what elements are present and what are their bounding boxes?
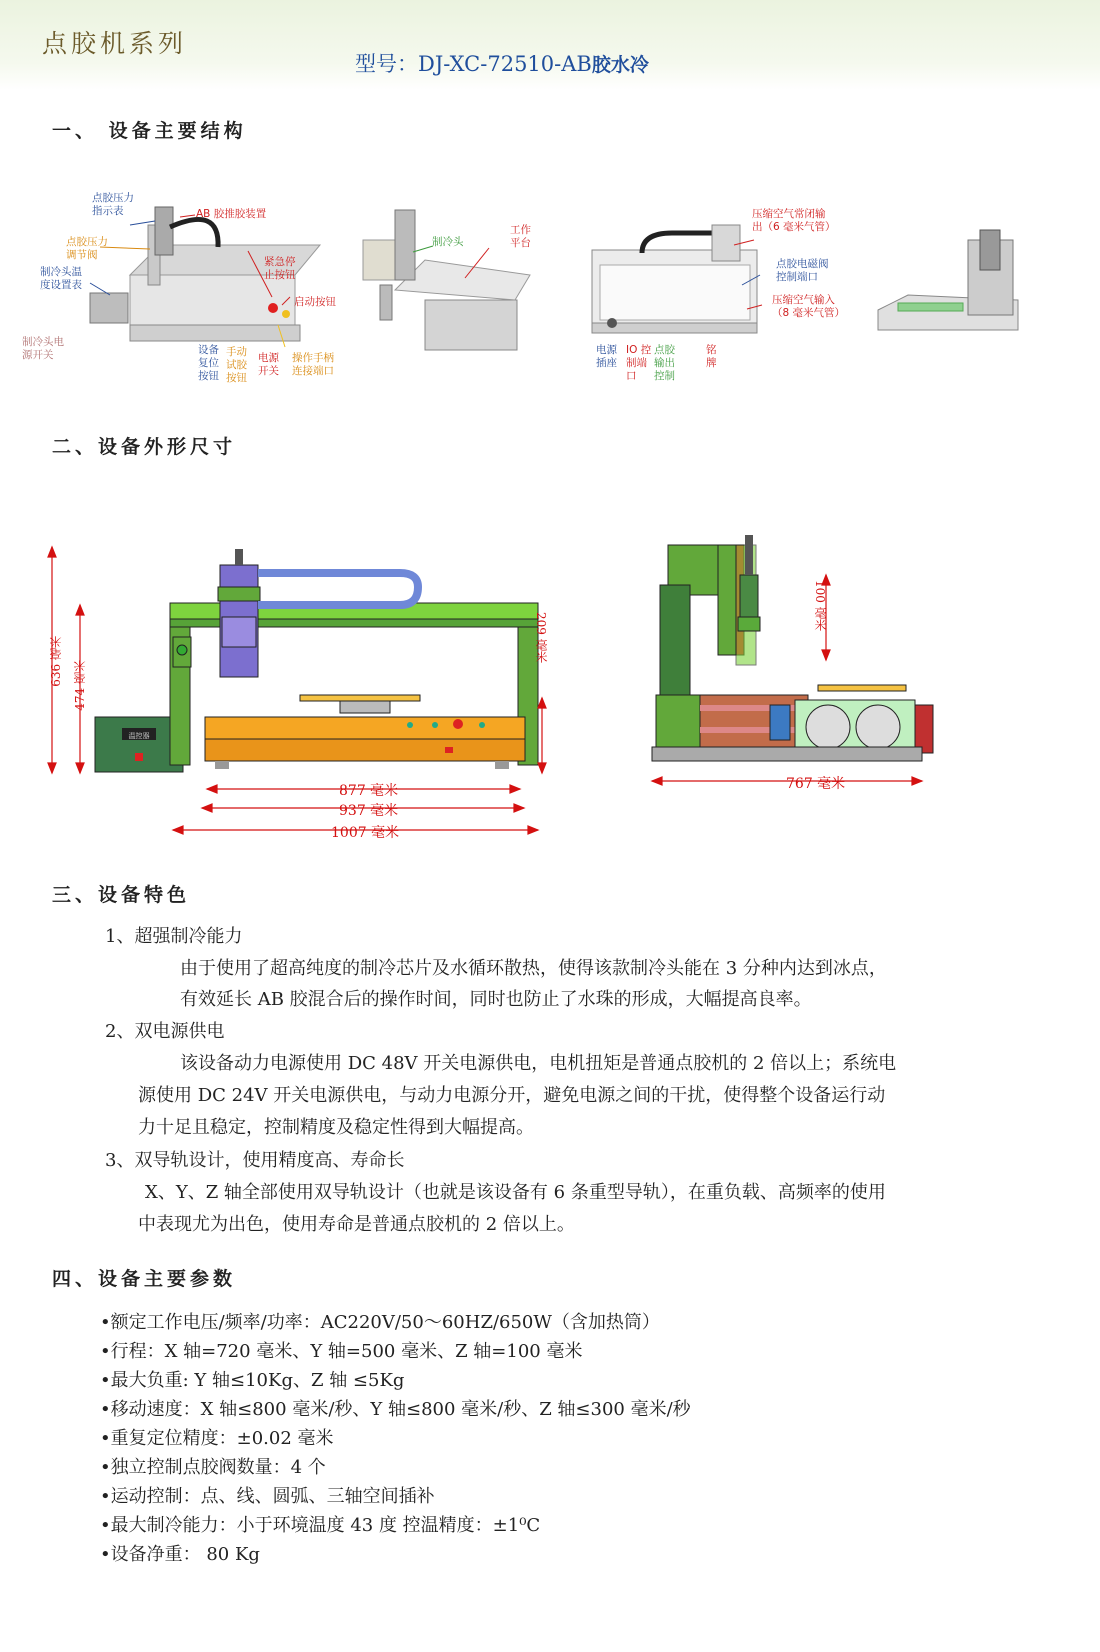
feature-3-line1: X、Y、Z 轴全部使用双导轨设计（也就是该设备有 6 条重型导轨），在重负载、高频率的使用 — [145, 1182, 886, 1203]
param-item: •重复定位精度：±0.02 毫米 — [100, 1428, 334, 1449]
label-reset: 设备 复位 按钮 — [198, 344, 219, 382]
dim-474: 474 毫米 — [73, 660, 87, 711]
dim-636: 636 毫米 — [49, 636, 63, 687]
param-item: •移动速度：X 轴≤800 毫米/秒、Y 轴≤800 毫米/秒、Z 轴≤300 毫米/秒 — [100, 1399, 691, 1420]
label-start: 启动按钮 — [294, 296, 336, 308]
feature-1-title: 1、超强制冷能力 — [105, 926, 243, 947]
label-manual: 手动 试胶 按钮 — [226, 346, 247, 384]
param-item: •最大负重: Y 轴≤10Kg、Z 轴 ≤5Kg — [100, 1370, 405, 1391]
label-io-port: IO 控 制端 口 — [626, 344, 652, 382]
feature-1-line1: 由于使用了超高纯度的制冷芯片及水循环散热，使得该款制冷头能在 3 分种内达到冰点， — [180, 958, 887, 979]
param-item: •独立控制点胶阀数量：4 个 — [100, 1457, 326, 1478]
label-valve-port: 点胶电磁阀 控制端口 — [776, 258, 829, 283]
dim-877: 877 毫米 — [339, 783, 399, 799]
model-title — [355, 48, 649, 78]
feature-2-line1: 该设备动力电源使用 DC 48V 开关电源供电，电机扭矩是普通点胶机的 2 倍以上；系统电 — [180, 1053, 897, 1074]
param-item: •额定工作电压/频率/功率：AC220V/50～60HZ/650W（含加热筒） — [100, 1312, 660, 1333]
param-item: •行程：X 轴=720 毫米、Y 轴=500 毫米、Z 轴=100 毫米 — [100, 1341, 583, 1362]
label-cool-temp: 制冷头温 度设置表 — [40, 266, 82, 291]
param-item: •运动控制：点、线、圆弧、三轴空间插补 — [100, 1486, 435, 1507]
feature-3-line2: 中表现尤为出色，使用寿命是普通点胶机的 2 倍以上。 — [138, 1214, 575, 1235]
feature-1-line2: 有效延长 AB 胶混合后的操作时间，同时也防止了水珠的形成，大幅提高良率。 — [180, 989, 812, 1010]
param-item: •最大制冷能力：小于环境温度 43 度 控温精度：±1⁰C — [100, 1515, 541, 1536]
feature-3-title: 3、双导轨设计，使用精度高、寿命长 — [105, 1150, 405, 1171]
label-work-table: 工作 平台 — [510, 224, 531, 249]
section-title-dimensions: 二、设备外形尺寸 — [52, 436, 237, 458]
feature-2-line3: 力十足且稳定，控制精度及稳定性得到大幅提高。 — [138, 1117, 534, 1138]
dim-937: 937 毫米 — [339, 803, 399, 819]
section-title-structure: 一、 设备主要结构 — [52, 120, 247, 142]
section-title-features: 三、设备特色 — [52, 884, 191, 906]
label-handle-port: 操作手柄 连接端口 — [292, 352, 334, 377]
series-title: 点胶机系列 — [42, 29, 188, 58]
dimension-drawing-front — [40, 535, 580, 850]
dim-1007: 1007 毫米 — [331, 825, 400, 841]
machine-photo-angle — [868, 225, 1028, 350]
label-estop: 紧急停 止按钮 — [264, 256, 296, 281]
label-power-socket: 电源 插座 — [596, 344, 617, 369]
label-ab-push: AB 胶推胶装置 — [196, 208, 267, 220]
control-box-label: 温控器 — [128, 732, 150, 740]
dim-767: 767 毫米 — [786, 776, 846, 792]
model-suffix: 胶水冷 — [591, 54, 649, 76]
label-gauge-indicator: 点胶压力 指示表 — [92, 192, 134, 217]
label-air-in: 压缩空气输入 （8 毫米气管） — [772, 294, 846, 319]
label-glue-out: 点胶 输出 控制 — [654, 344, 675, 382]
feature-2-title: 2、双电源供电 — [105, 1021, 225, 1042]
label-cool-head: 制冷头 — [432, 236, 464, 248]
label-cool-power: 制冷头电 源开关 — [22, 336, 64, 361]
label-gauge-adjust: 点胶压力 调节阀 — [66, 236, 108, 261]
dimension-drawing-side — [640, 535, 940, 795]
model-label: 型号：DJ-XC-72510-AB — [355, 52, 592, 76]
label-air-out: 压缩空气常闭输 出（6 毫米气管） — [752, 208, 836, 233]
section-title-params: 四、设备主要参数 — [52, 1268, 237, 1290]
param-item: •设备净重： 80 Kg — [100, 1544, 260, 1565]
dim-100: 100 毫米 — [813, 580, 827, 631]
dim-209: 209 毫米 — [534, 612, 548, 663]
label-power-switch: 电源 开关 — [258, 352, 279, 377]
feature-2-line2: 源使用 DC 24V 开关电源供电，与动力电源分开，避免电源之间的干扰，使得整个设备运行动 — [138, 1085, 886, 1106]
label-nameplate: 铭 牌 — [706, 344, 717, 369]
